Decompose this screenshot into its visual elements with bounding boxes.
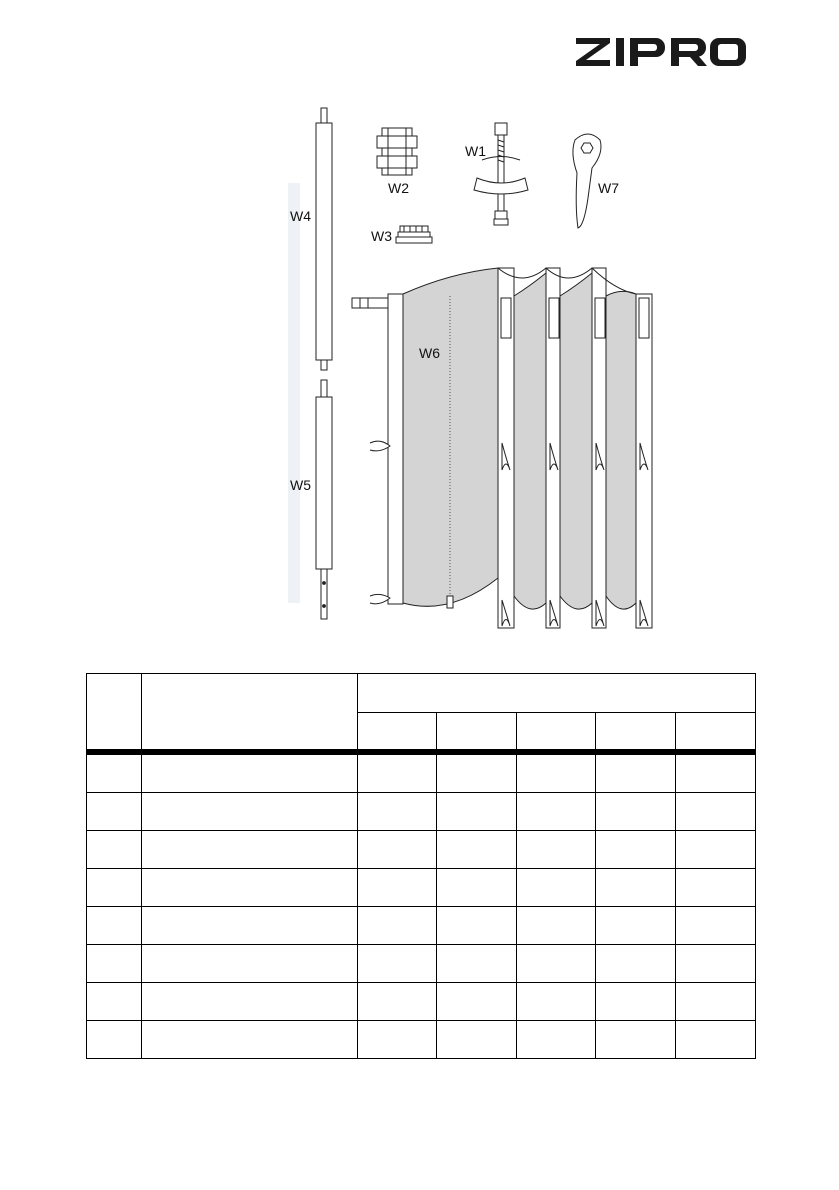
table-row — [87, 755, 756, 793]
header-cell-group — [358, 674, 756, 713]
cap-w3 — [396, 226, 432, 243]
parts-diagram — [270, 98, 690, 633]
table-row — [87, 831, 756, 869]
table-row — [87, 869, 756, 907]
subheader-cell — [676, 713, 756, 752]
label-w1: W1 — [465, 143, 486, 159]
label-w2: W2 — [388, 180, 409, 196]
label-w4: W4 — [290, 208, 311, 224]
header-cell-name — [142, 674, 358, 752]
table-row — [87, 1021, 756, 1059]
pole-w5 — [316, 380, 332, 619]
net-w6 — [352, 268, 652, 628]
wrench-w7 — [573, 134, 601, 228]
parts-table — [86, 673, 756, 1059]
header-cell-id — [87, 674, 142, 752]
pole-backdrop — [288, 183, 300, 603]
table-row — [87, 983, 756, 1021]
subheader-cell — [596, 713, 676, 752]
connector-w2 — [377, 128, 417, 175]
table-row — [87, 907, 756, 945]
bolt-w1 — [474, 123, 528, 225]
subheader-cell — [517, 713, 596, 752]
subheader-cell — [437, 713, 517, 752]
subheader-cell — [358, 713, 437, 752]
label-w7: W7 — [598, 180, 619, 196]
table-row — [87, 945, 756, 983]
table-header-row — [87, 674, 756, 713]
label-w5: W5 — [290, 477, 311, 493]
label-w3: W3 — [371, 228, 392, 244]
pole-w4 — [316, 108, 332, 370]
table-row — [87, 793, 756, 831]
brand-logo — [576, 38, 746, 66]
label-w6: W6 — [419, 345, 440, 361]
